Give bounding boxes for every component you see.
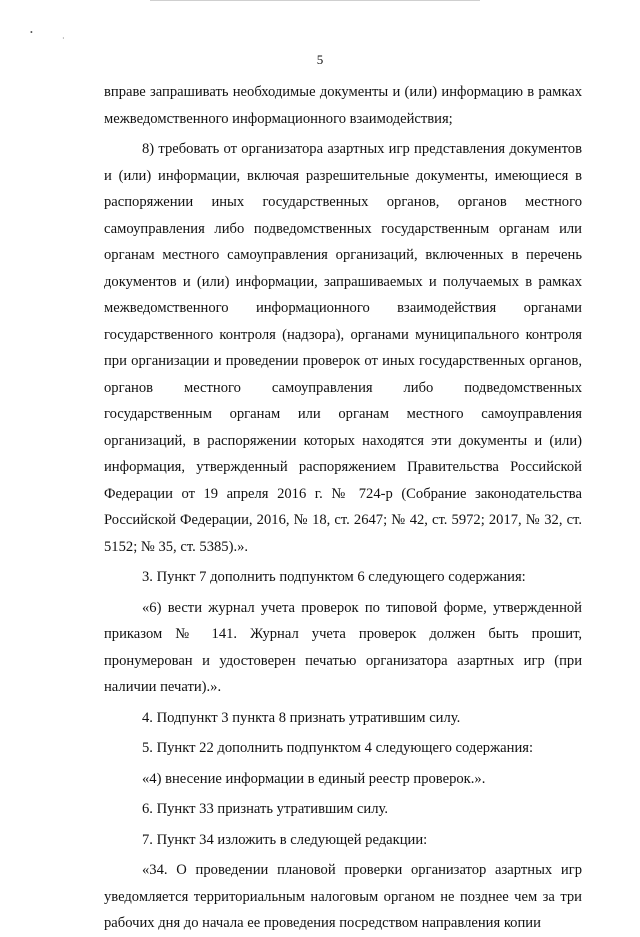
scan-edge-line	[150, 0, 480, 1]
paragraph-point-6: 6. Пункт 33 признать утратившим силу.	[142, 801, 388, 817]
paragraph-subpoint-6: «6) вести журнал учета проверок по типовой форме, утвержденной приказом № 141. Журнал учета проверок должен быть прошит, пронумерован и удостоверен печатью организатора азартных игр (при наличии печати).».	[104, 599, 582, 695]
paragraph-item-8: 8) требовать от организатора азартных игр представления документов и (или) информации, включая разрешительные документы, имеющиеся в распоряжении иных государственных органов, органов местного самоуправления либо подведомственных государственным органам или органам местного самоуправления организаций, включенных в перечень документов и (или) информации, запрашиваемых и получаемых в рамках межведомственного информационного взаимодействия органами государственного контроля (надзора), органами муниципального контроля при организации и проведении проверок от иных государственных органов, органов местного самоуправления либо подведомственных государственным органам или органам местного самоуправления организаций, в распоряжении которых находятся эти документы и (или) информация, утвержденный распоряжением Правительства Российской Федерации от 19 апреля 2016 г. № 724-р (Собрание законодательства Российской Федерации, 2016, № 18, ст. 2647; № 42, ст. 5972; 2017, № 32, ст. 5152; № 35, ст. 5385).».	[104, 141, 582, 555]
paragraph-item-34: «34. О проведении плановой проверки организатор азартных игр уведомляется территориальным налоговым органом не позднее чем за три рабочих дня до начала ее проведения посредством направления копии	[104, 862, 582, 931]
paragraph-subpoint-4: «4) внесение информации в единый реестр проверок.».	[142, 770, 486, 787]
paragraph-point-4: 4. Подпункт 3 пункта 8 признать утратившим силу.	[142, 709, 461, 726]
paragraph-point-3: 3. Пункт 7 дополнить подпунктом 6 следующего содержания:	[142, 569, 526, 585]
paragraph-continuation: вправе запрашивать необходимые документы и (или) информацию в рамках межведомственного информационного взаимодействия;	[104, 84, 582, 127]
document-body	[104, 79, 582, 937]
page-number: 5	[316, 52, 324, 67]
paragraph-point-7: 7. Пункт 34 изложить в следующей редакции:	[142, 831, 428, 848]
scan-speck: ·	[62, 34, 65, 43]
scan-speck: •	[30, 28, 33, 37]
paragraph-point-5: 5. Пункт 22 дополнить подпунктом 4 следующего содержания:	[142, 740, 534, 756]
